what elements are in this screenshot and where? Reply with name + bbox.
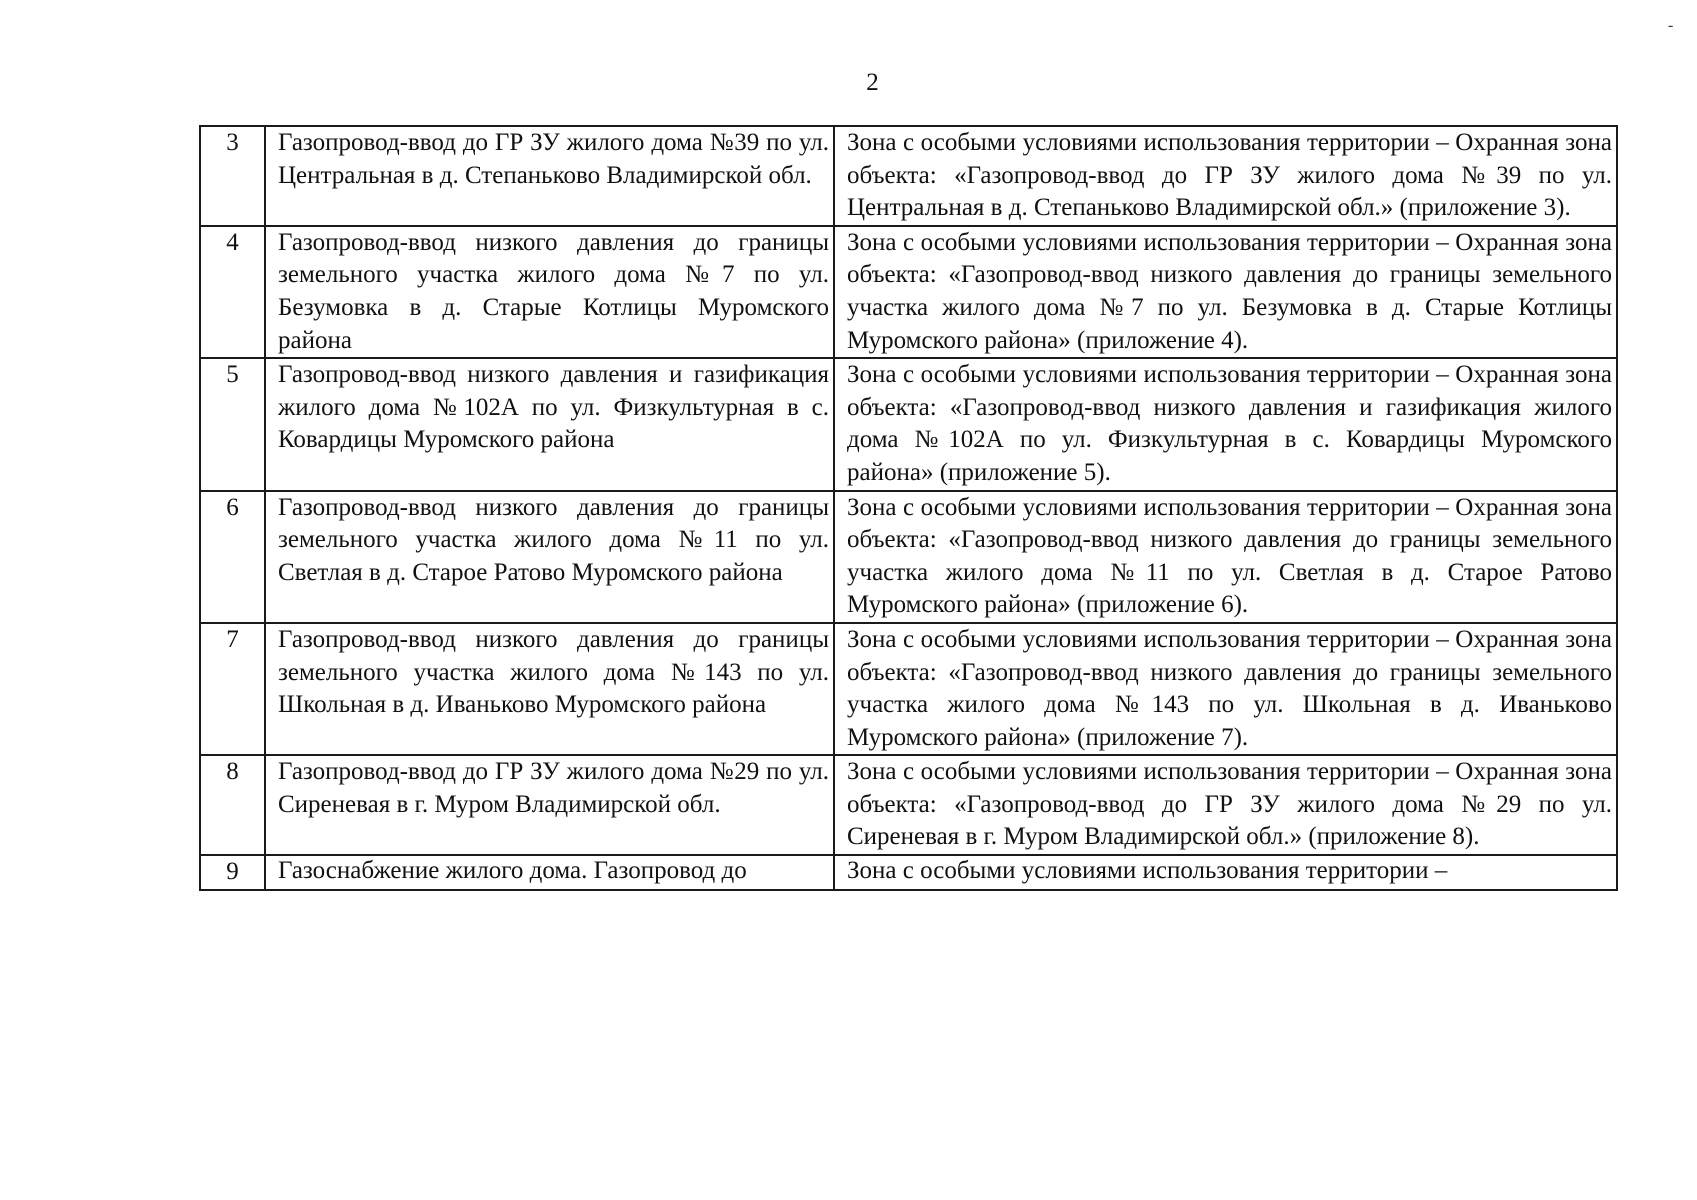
row-number: 6 (200, 491, 265, 623)
object-name: Газоснабжение жилого дома. Газопровод до (278, 857, 747, 885)
zone-description: Зона с особыми условиями использования территории – Охранная зона объекта: «Газопровод-ввод низкого давления и газификация жилого дома №102А по ул. Физкультурная в с. Ковардицы Муромского района» (приложение 5). (847, 361, 1612, 486)
table-row (200, 855, 1617, 890)
object-name: Газопровод-ввод до ГР ЗУ жилого дома №29 по ул. Сиреневая в г. Муром Владимирской обл. (278, 758, 829, 818)
row-number: 3 (200, 126, 265, 226)
page-number: 2 (866, 69, 879, 96)
row-number: 9 (200, 855, 265, 890)
object-name: Газопровод-ввод низкого давления и газификация жилого дома №102А по ул. Физкультурная в с. Ковардицы Муромского района (278, 361, 829, 454)
object-name: Газопровод-ввод низкого давления до границы земельного участка жилого дома №143 по ул. Школьная в д. Иваньково Муромского района (278, 625, 829, 719)
corner-mark: - (1668, 17, 1674, 34)
table-row (200, 226, 1617, 358)
object-name: Газопровод-ввод низкого давления до границы земельного участка жилого дома №7 по ул. Безумовка в д. Старые Котлицы Муромского района (278, 228, 829, 354)
zone-description: Зона с особыми условиями использования территории – Охранная зона объекта: «Газопровод-ввод до ГР ЗУ жилого дома №29 по ул. Сиреневая в г. Муром Владимирской обл.» (приложение 8). (847, 758, 1612, 851)
zone-description: Зона с особыми условиями использования территории – (847, 857, 1448, 885)
row-number: 8 (200, 755, 265, 855)
object-name: Газопровод-ввод низкого давления до границы земельного участка жилого дома №11 по ул. Светлая в д. Старое Ратово Муромского района (278, 493, 829, 586)
object-name: Газопровод-ввод до ГР ЗУ жилого дома №39 по ул. Центральная в д. Степаньково Владимирской обл. (278, 129, 829, 189)
row-number: 5 (200, 358, 265, 490)
table-row (200, 623, 1617, 755)
table-row (200, 755, 1617, 855)
table-row (200, 126, 1617, 226)
row-number: 7 (200, 623, 265, 755)
zone-description: Зона с особыми условиями использования территории – Охранная зона объекта: «Газопровод-ввод низкого давления до границы земельного участка жилого дома №11 по ул. Светлая в д. Старое Ратово Муромского района» (приложение 6). (847, 493, 1612, 619)
zone-description: Зона с особыми условиями использования территории – Охранная зона объекта: «Газопровод-ввод низкого давления до границы земельного участка жилого дома №143 по ул. Школьная в д. Иваньково Муромского района» (приложение 7). (847, 625, 1612, 751)
table-row (200, 358, 1617, 490)
zone-description: Зона с особыми условиями использования территории – Охранная зона объекта: «Газопровод-ввод низкого давления до границы земельного участка жилого дома №7 по ул. Безумовка в д. Старые Котлицы Муромского района» (приложение 4). (847, 228, 1612, 354)
zone-description: Зона с особыми условиями использования территории – Охранная зона объекта: «Газопровод-ввод до ГР ЗУ жилого дома №39 по ул. Центральная в д. Степаньково Владимирской обл.» (приложение 3). (847, 129, 1612, 222)
row-number: 4 (200, 226, 265, 358)
table-row (200, 491, 1617, 623)
zones-table (199, 125, 1618, 891)
